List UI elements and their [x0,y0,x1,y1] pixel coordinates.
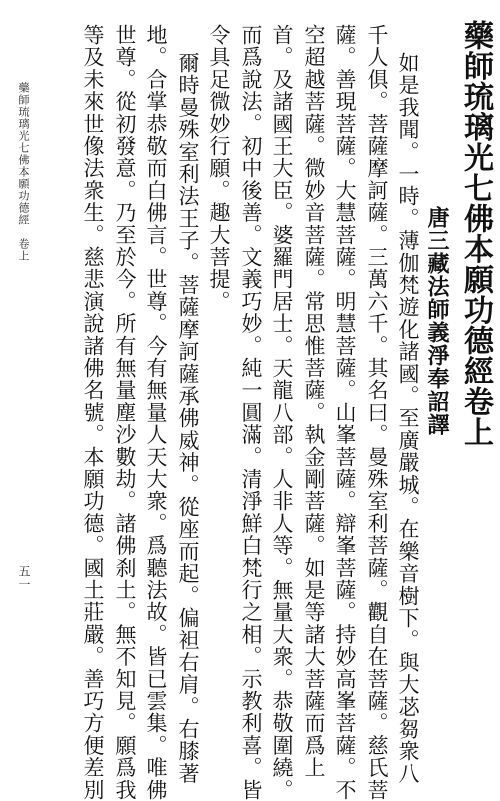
body-line-8: 爾時曼殊室利法王子。菩薩摩訶薩承佛威神。從座而起。偏袒右肩。右膝著 [176,52,200,785]
body-line-9: 地。合掌恭敬而白佛言。世尊。今有無量人天大衆。爲聽法故。皆已雲集。唯佛 [144,24,168,801]
sutra-title: 藥師琉璃光七佛本願功德經卷上 [458,20,493,447]
body-line-1: 如是我聞。一時。薄伽梵遊化諸國。至廣嚴城。在樂音樹下。與大苾芻衆八 [396,52,420,785]
running-head-left: 藥師琉璃光七佛本願功德經 卷上 [17,82,30,262]
body-line-2: 千人俱。菩薩摩訶薩。三萬六千。其名曰。曼殊室利菩薩。觀自在菩薩。慈氏菩 [365,24,389,801]
body-line-10: 世尊。從初發意。乃至於今。所有無量塵沙數劫。諸佛刹土。無不知見。願爲我 [113,24,137,801]
body-line-6: 而爲說法。初中後善。文義巧妙。純一圓滿。清淨鮮白梵行之相。示教利喜。皆 [239,24,263,801]
translator-line: 唐三藏法師義淨奉詔譯 [424,206,450,436]
body-line-4: 空超越菩薩。微妙音菩薩。常思惟菩薩。執金剛菩薩。如是等諸大菩薩而爲上 [302,24,326,779]
page-number: 五一 [17,565,31,591]
body-line-11: 等及未來世像法衆生。慈悲演說諸佛名號。本願功德。國土莊嚴。善巧方便差別 [81,24,105,801]
body-line-3: 薩。善現菩薩。大慧菩薩。明慧菩薩。山峯菩薩。辯峯菩薩。持妙高峯菩薩。不 [333,24,357,801]
body-line-5: 首。及諸國王大臣。婆羅門居士。天龍八部。人非人等。無量大衆。恭敬圍繞。 [270,24,294,801]
body-line-7: 令具足微妙行願。趣大菩提。 [207,24,231,313]
